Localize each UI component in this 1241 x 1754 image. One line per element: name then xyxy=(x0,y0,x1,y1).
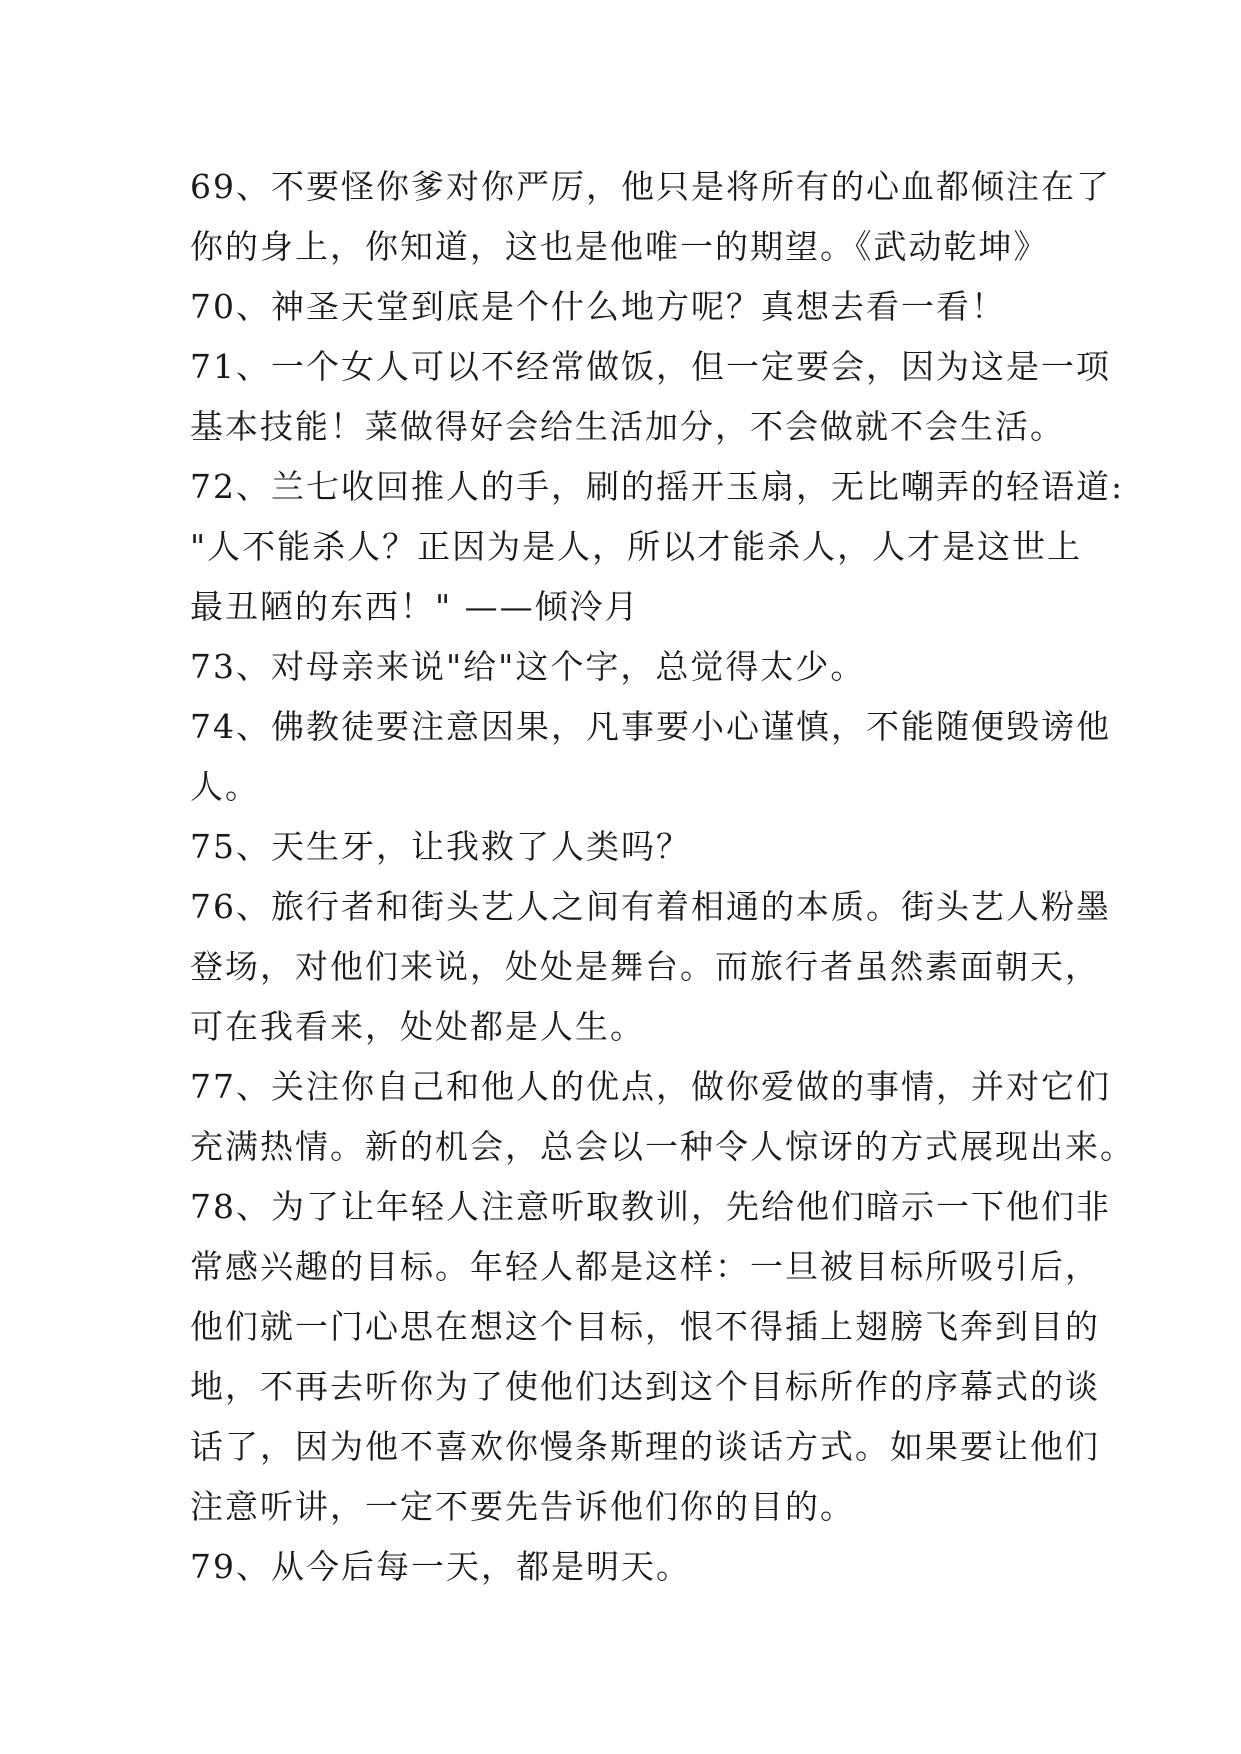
text-line: 充满热情。新的机会，总会以一种令人惊讶的方式展现出来。 xyxy=(190,1127,1135,1166)
text-line: 71、一个女人可以不经常做饭，但一定要会，因为这是一项 xyxy=(190,347,1111,386)
text-line: 69、不要怪你爹对你严厉，他只是将所有的心血都倾注在了 xyxy=(190,167,1111,206)
text-line: 他们就一门心思在想这个目标，恨不得插上翅膀飞奔到目的 xyxy=(190,1307,1100,1346)
text-line: 79、从今后每一天，都是明天。 xyxy=(190,1547,691,1586)
text-line: 73、对母亲来说"给"这个字，总觉得太少。 xyxy=(190,647,866,686)
text-line: 话了，因为他不喜欢你慢条斯理的谈话方式。如果要让他们 xyxy=(190,1427,1100,1466)
text-line: 人。 xyxy=(190,767,260,806)
text-line: 登场，对他们来说，处处是舞台。而旅行者虽然素面朝天， xyxy=(190,947,1100,986)
text-line: 75、天生牙，让我救了人类吗？ xyxy=(190,827,691,866)
text-line: 76、旅行者和街头艺人之间有着相通的本质。街头艺人粉墨 xyxy=(190,887,1111,926)
text-line: 可在我看来，处处都是人生。 xyxy=(190,1007,645,1046)
text-line: "人不能杀人？正因为是人，所以才能杀人，人才是这世上 xyxy=(190,527,1083,566)
text-line: 最丑陋的东西！" ——倾泠月 xyxy=(190,587,640,626)
text-line: 你的身上，你知道，这也是他唯一的期望。《武动乾坤》 xyxy=(190,227,1049,266)
text-line: 常感兴趣的目标。年轻人都是这样：一旦被目标所吸引后， xyxy=(190,1247,1100,1286)
text-line: 注意听讲，一定不要先告诉他们你的目的。 xyxy=(190,1487,855,1526)
text-line: 地，不再去听你为了使他们达到这个目标所作的序幕式的谈 xyxy=(190,1367,1100,1406)
text-line: 77、关注你自己和他人的优点，做你爱做的事情，并对它们 xyxy=(190,1067,1111,1106)
text-line: 70、神圣天堂到底是个什么地方呢？真想去看一看！ xyxy=(190,287,1006,326)
text-line: 基本技能！菜做得好会给生活加分，不会做就不会生活。 xyxy=(190,407,1065,446)
document-body xyxy=(190,157,1135,1597)
text-line: 78、为了让年轻人注意听取教训，先给他们暗示一下他们非 xyxy=(190,1187,1111,1226)
text-line: 74、佛教徒要注意因果，凡事要小心谨慎，不能随便毁谤他 xyxy=(190,707,1111,746)
text-line: 72、兰七收回推人的手，刷的摇开玉扇，无比嘲弄的轻语道: xyxy=(190,467,1125,506)
